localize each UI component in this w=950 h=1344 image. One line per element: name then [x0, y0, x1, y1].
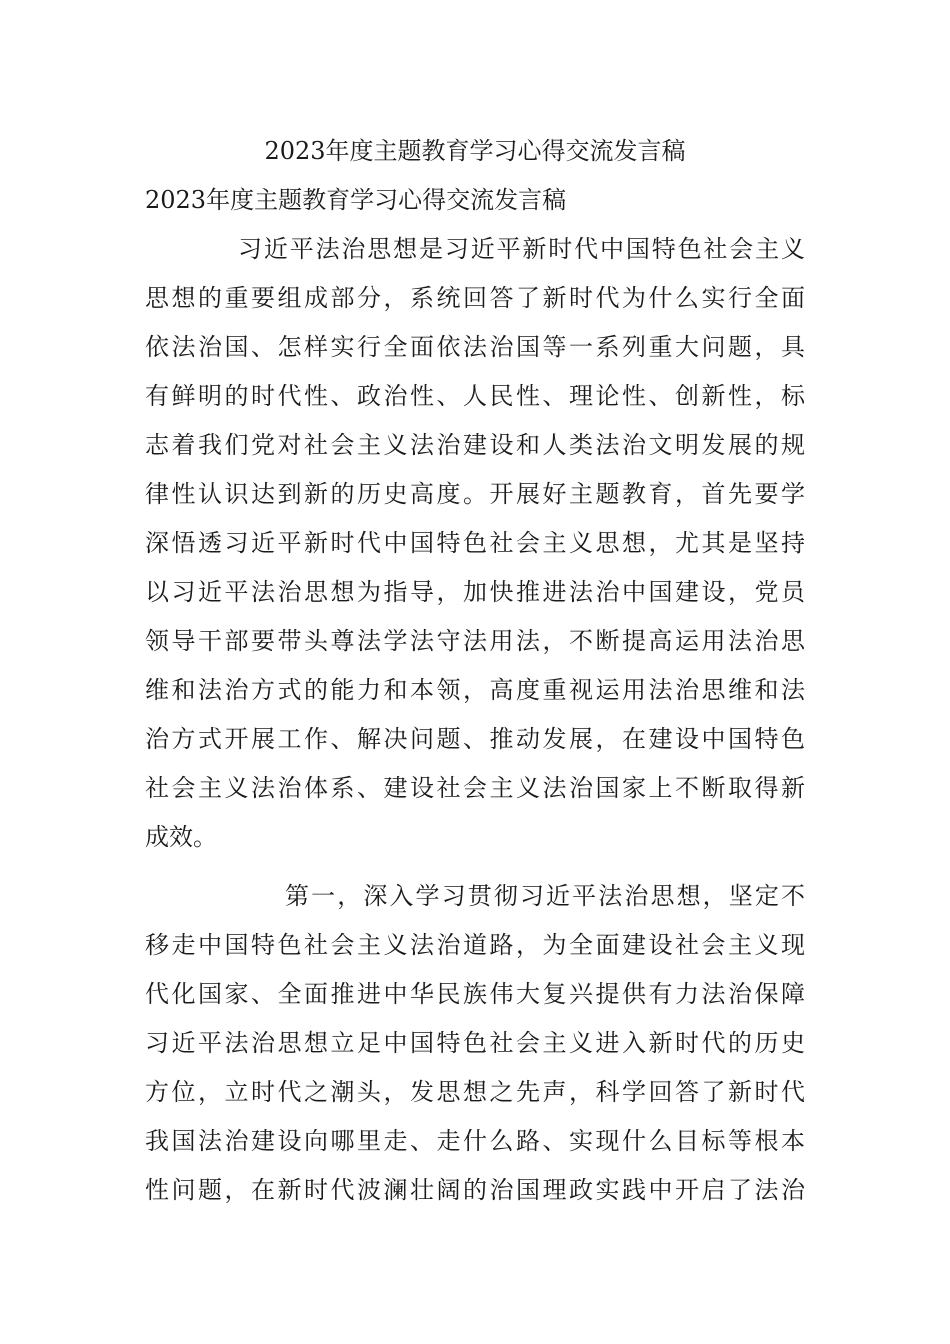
paragraph-line: 有鲜明的时代性、政治性、人民性、理论性、创新性，标	[145, 382, 805, 410]
paragraph-line: 方位，立时代之潮头，发思想之先声，科学回答了新时代	[145, 1078, 805, 1106]
paragraph-line: 习近平法治思想是习近平新时代中国特色社会主义	[238, 235, 805, 263]
paragraph-line: 治方式开展工作、解决问题、推动发展，在建设中国特色	[145, 725, 805, 753]
paragraph-line: 移走中国特色社会主义法治道路，为全面建设社会主义现	[145, 931, 805, 959]
paragraph-line: 第一，深入学习贯彻习近平法治思想，坚定不	[285, 882, 805, 910]
paragraph-line: 深悟透习近平新时代中国特色社会主义思想，尤其是坚持	[145, 529, 805, 557]
paragraph-line: 领导干部要带头尊法学法守法用法，不断提高运用法治思	[145, 627, 805, 655]
paragraph-line: 习近平法治思想立足中国特色社会主义进入新时代的历史	[145, 1029, 805, 1057]
paragraph-line: 维和法治方式的能力和本领，高度重视运用法治思维和法	[145, 676, 805, 704]
paragraph-line: 志着我们党对社会主义法治建设和人类法治文明发展的规	[145, 431, 805, 459]
paragraph-line: 社会主义法治体系、建设社会主义法治国家上不断取得新	[145, 774, 805, 802]
paragraph-line: 以习近平法治思想为指导，加快推进法治中国建设，党员	[145, 578, 805, 606]
paragraph-line: 我国法治建设向哪里走、走什么路、实现什么目标等根本	[145, 1127, 805, 1155]
paragraph-line: 思想的重要组成部分，系统回答了新时代为什么实行全面	[145, 284, 805, 312]
paragraph-line: 成效。	[145, 823, 217, 851]
paragraph-line: 性问题，在新时代波澜壮阔的治国理政实践中开启了法治	[145, 1176, 805, 1204]
paragraph-line: 代化国家、全面推进中华民族伟大复兴提供有力法治保障	[145, 980, 805, 1008]
paragraph-line: 依法治国、怎样实行全面依法治国等一系列重大问题，具	[145, 333, 805, 361]
document-title: 2023年度主题教育学习心得交流发言稿	[264, 137, 686, 165]
document-subtitle: 2023年度主题教育学习心得交流发言稿	[145, 186, 567, 214]
paragraph-line: 律性认识达到新的历史高度。开展好主题教育，首先要学	[145, 480, 805, 508]
